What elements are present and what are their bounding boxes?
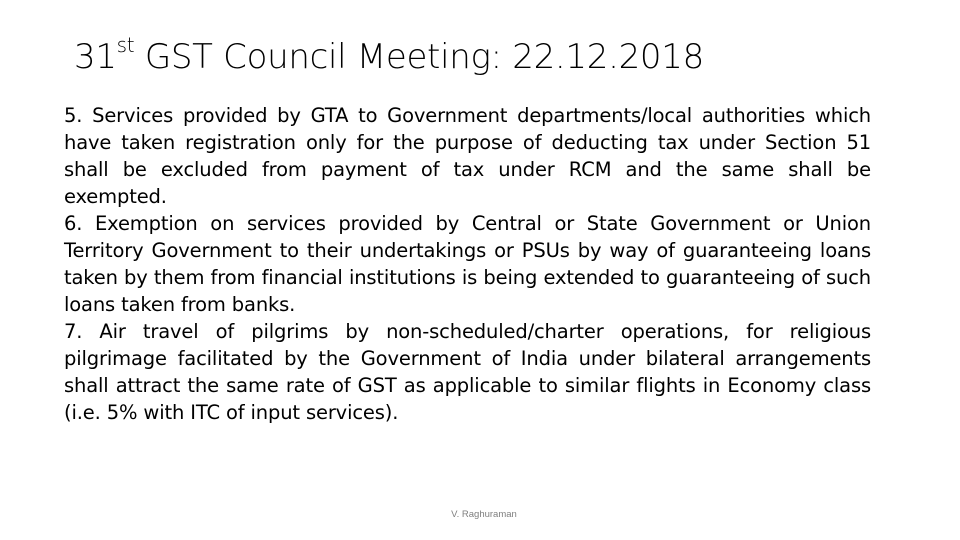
title-ordinal-suffix: st <box>116 33 135 57</box>
slide-footer <box>0 508 960 522</box>
slide-body <box>64 102 871 426</box>
title-number: 31 <box>74 37 117 77</box>
paragraph-item-5: 5. Services provided by GTA to Government departments/local authorities which have taken registration only for the purpose of deducting tax under Section 51 shall be excluded from payment of tax under RCM and the same shall be exempted. <box>64 104 871 208</box>
paragraph-item-6: 6. Exemption on services provided by Central or State Government or Union Territory Government to their undertakings or PSUs by way of guaranteeing loans taken by them from financial institutions is being extended to guaranteeing of such loans taken from banks. <box>64 212 871 316</box>
footer-author: V. Raghuraman <box>451 509 517 520</box>
title-text: GST Council Meeting: 22.12.2018 <box>134 37 704 77</box>
slide-title <box>74 30 894 84</box>
paragraph-item-7: 7. Air travel of pilgrims by non-scheduled/charter operations, for religious pilgrimage facilitated by the Government of India under bilateral arrangements shall attract the same rate of GST as applicable to similar flights in Economy class (i.e. 5% with ITC of input services). <box>64 320 871 424</box>
